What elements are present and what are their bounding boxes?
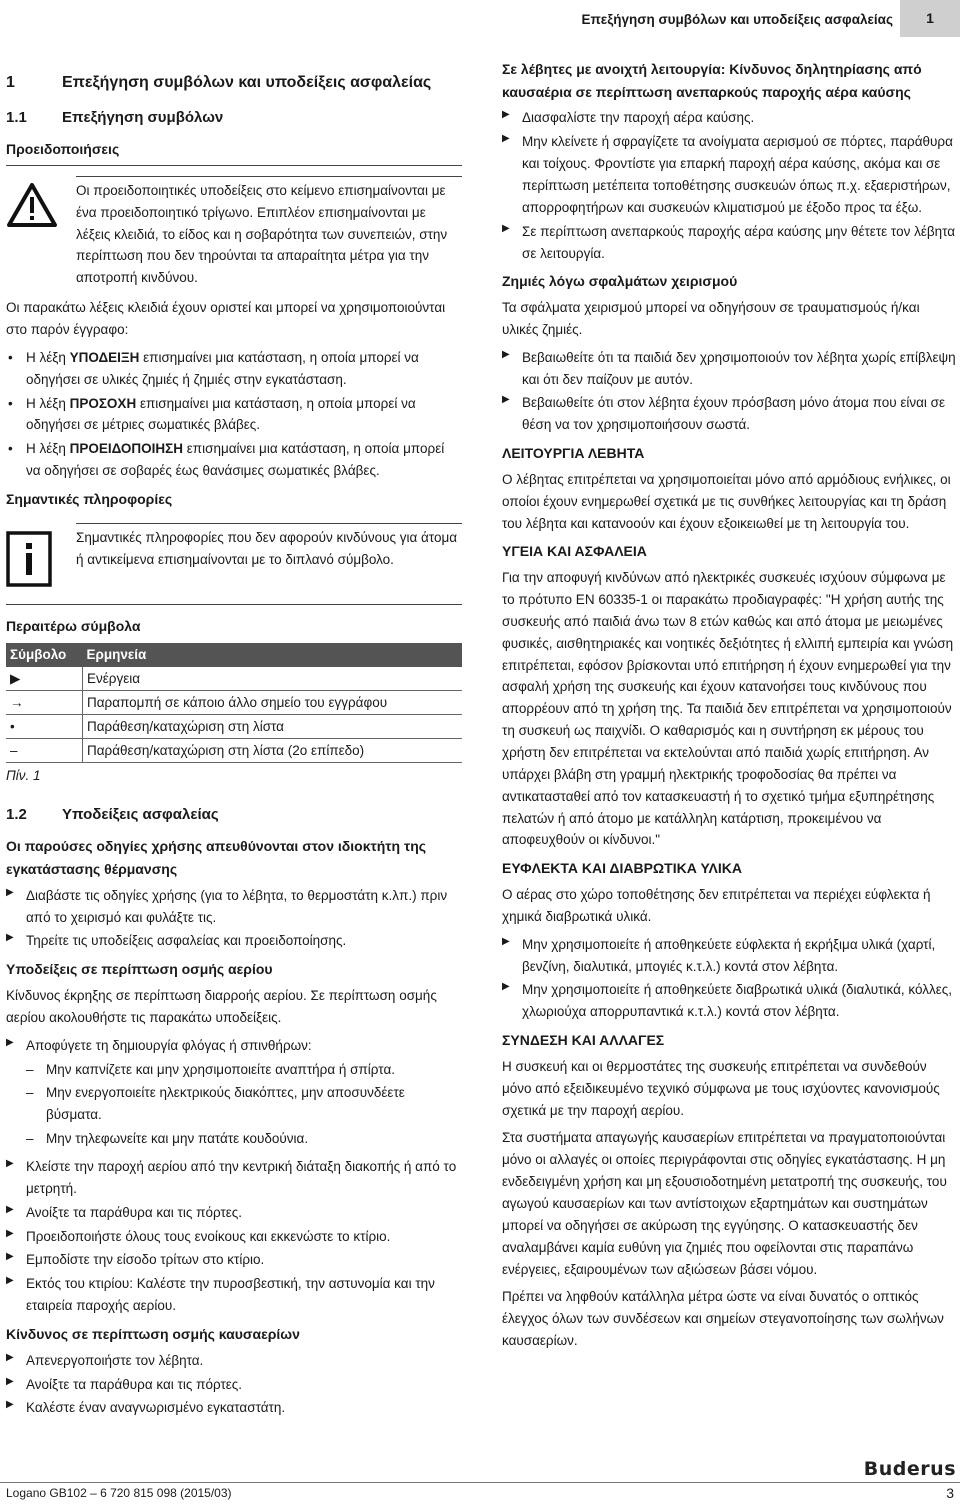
list-item: – Μην καπνίζετε και μην χρησιμοποιείτε αναπτήρα ή σπίρτα. [6,1059,462,1081]
section-1-title: Επεξήγηση συμβόλων και υποδείξεις ασφαλείας [62,74,432,91]
list-item: ▶ Απενεργοποιήστε τον λέβητα. [6,1350,462,1372]
list-item: ▶ Μην χρησιμοποιείτε ή αποθηκεύετε εύφλεκτα ή εκρήξιμα υλικά (χαρτί, βενζίνη, διαλυτικά, μπογιές κ.τ.λ.) κοντά στον λέβητα. [502,934,958,978]
list-item: ▶ Ανοίξτε τα παράθυρα και τις πόρτες. [6,1374,462,1396]
connection-paragraph: Στα συστήματα απαγωγής καυσαερίων επιτρέπεται να πραγματοποιούνται μόνο οι αλλαγές οι οποίες περιγράφονται στις οδηγίες εγκατάστασης. Η μη ενδεδειγμένη χρήση και μη εξουσιοδοτημένη μετατροπή της συσκευής, του αγωγού καυσαερίων και των αντίστοιχων εξαρτημάτων και συστημάτων μπορεί να οδηγήσει σε ακύρωση της εγγύησης. Ο κατασκευαστής δεν αναλαμβάνει καμία ευθύνη για ζημιές που οφείλονται στις παραπάνω ενέργειες, εξαιρουμένων των αξιώσεων βάσει νόμου. [502,1130,947,1277]
page-header [0,0,960,37]
symbols-table [6,643,462,763]
list-item: ▶ Εκτός του κτιρίου: Καλέστε την πυροσβεστική, την αστυνομία και την εταιρεία παροχής αερίου. [6,1273,462,1317]
list-item: ▶ Βεβαιωθείτε ότι στον λέβητα έχουν πρόσβαση μόνο άτομα που είναι σε θέση να τον χρησιμοποιήσουν σωστά. [502,392,958,436]
table-row: → Παραπομπή σε κάποιο άλλο σημείο του εγγράφου [6,691,462,715]
section-1-1-title: Επεξήγηση συμβόλων [62,108,224,126]
info-icon [6,523,76,594]
right-column [502,58,958,1358]
list-item: ▶ Προειδοποιήστε όλους τους ενοίκους και εκκενώστε το κτίριο. [6,1226,462,1248]
table-header-symbol: Σύμβολο [6,643,83,667]
gas-list-first [6,1035,462,1057]
owner-list [6,885,462,953]
connection-heading: ΣΥΝΔΕΣΗ ΚΑΙ ΑΛΛΑΓΕΣ [502,1032,665,1049]
misuse-heading: Ζημιές λόγω σφαλμάτων χειρισμού [502,273,738,290]
health-safety-heading: ΥΓΕΙΑ ΚΑΙ ΑΣΦΑΛΕΙΑ [502,543,647,560]
section-1-2-heading [6,803,462,827]
list-item: ▶ Αποφύγετε τη δημιουργία φλόγας ή σπινθήρων: [6,1035,462,1057]
brand-logo: Buderus [863,1458,956,1481]
info-heading: Σημαντικές πληροφορίες [6,491,173,508]
section-1-number: 1 [6,74,15,91]
section-1-2-title: Υποδείξεις ασφαλείας [62,806,219,824]
misuse-list [502,347,958,436]
list-item: – Μην τηλεφωνείτε και μην πατάτε κουδούνια. [6,1128,462,1150]
gas-heading: Υποδείξεις σε περίπτωση οσμής αερίου [6,961,273,978]
list-item: ▶ Μην χρησιμοποιείτε ή αποθηκεύετε διαβρωτικά υλικά (διαλυτικά, κόλλες, χλωριούχα απορρυπαντικά κ.τ.λ.) κοντά στον λέβητα. [502,979,958,1023]
header-chapter-number: 1 [900,0,960,37]
table-caption: Πίν. 1 [6,768,41,784]
list-item: ▶ Διασφαλίστε την παροχή αέρα καύσης. [502,107,958,129]
list-item: ▶ Καλέστε έναν αναγνωρισμένο εγκαταστάτη. [6,1397,462,1419]
keywords-intro: Οι παρακάτω λέξεις κλειδιά έχουν οριστεί και μπορεί να χρησιμοποιούνται στο παρόν έγγραφο: [6,300,446,338]
keyword-item: • Η λέξη ΠΡΟΣΟΧΗ επισημαίνει μια κατάσταση, η οποία μπορεί να οδηγήσει σε μέτριες σωματικές βλάβες. [6,393,462,437]
warnings-heading: Προειδοποιήσεις [6,141,120,158]
keywords-list [6,347,462,482]
warning-box [6,176,462,289]
gas-intro: Κίνδυνος έκρηξης σε περίπτωση διαρροής αερίου. Σε περίπτωση οσμής αερίου ακολουθήστε τις παρακάτω υποδείξεις. [6,988,437,1025]
open-flue-list [502,107,958,264]
left-column [6,58,462,1425]
flammable-intro: Ο αέρας στο χώρο τοποθέτησης δεν επιτρέπεται να περιέχει εύφλεκτα ή χημικά διαβρωτικά υλικά. [502,886,931,924]
list-item: ▶ Κλείστε την παροχή αερίου από την κεντρική διάταξη διακοπής ή από το μετρητή. [6,1156,462,1200]
flue-list [6,1350,462,1420]
list-item: ▶ Διαβάστε τις οδηγίες χρήσης (για το λέβητα, το θερμοστάτη κ.λπ.) πριν από το χειρισμό και φυλάξτε τις. [6,885,462,929]
divider [6,165,462,166]
section-1-heading [6,70,462,96]
connection-paragraph: Πρέπει να ληφθούν κατάλληλα μέτρα ώστε να είναι δυνατός ο οπτικός έλεγχος όλων των συνδέσεων και σημείων στεγανοποίησης των σωλήνων καυσαερίων. [502,1289,944,1349]
footer-page-number: 3 [946,1485,954,1502]
gas-sublist [6,1059,462,1150]
flammable-list [502,934,958,1023]
connection-paragraph: Η συσκευή και οι θερμοστάτες της συσκευής επιτρέπεται να συνδεθούν μόνο από εξειδικευμένο τεχνικό σύμφωνα με τους ισχύοντες κανονισμούς σχετικά με την παροχή αερίου. [502,1058,940,1118]
table-header-meaning: Ερμηνεία [83,643,463,667]
owner-heading: Οι παρούσες οδηγίες χρήσης απευθύνονται στον ιδιοκτήτη της εγκατάστασης θέρμανσης [6,838,427,878]
list-item: ▶ Σε περίπτωση ανεπαρκούς παροχής αέρα καύσης μην θέτετε τον λέβητα σε λειτουργία. [502,221,958,265]
section-1-1-heading [6,106,462,130]
header-title: Επεξήγηση συμβόλων και υποδείξεις ασφαλείας [581,12,893,27]
section-1-2-number: 1.2 [6,806,27,824]
table-row: • Παράθεση/καταχώριση στη λίστα [6,715,462,739]
table-row: – Παράθεση/καταχώριση στη λίστα (2ο επίπεδο) [6,739,462,763]
flammable-heading: ΕΥΦΛΕΚΤΑ ΚΑΙ ΔΙΑΒΡΩΤΙΚΑ ΥΛΙΚΑ [502,860,742,877]
misuse-intro: Τα σφάλματα χειρισμού μπορεί να οδηγήσουν σε τραυματισμούς ή/και υλικές ζημιές. [502,300,920,337]
footer-document-id: Logano GB102 – 6 720 815 098 (2015/03) [6,1485,232,1500]
more-symbols-heading: Περαιτέρω σύμβολα [6,617,141,634]
open-flue-heading: Σε λέβητες με ανοιχτή λειτουργία: Κίνδυνος δηλητηρίασης από καυσαέρια σε περίπτωση ανεπαρκούς παροχής αέρα καύσης [502,61,922,100]
list-item: – Μην ενεργοποιείτε ηλεκτρικούς διακόπτες, μην αποσυνδέετε βύσματα. [6,1082,462,1126]
warning-box-text: Οι προειδοποιητικές υποδείξεις στο κείμενο επισημαίνονται με ένα προειδοποιητικό τρίγωνο. Επιπλέον επισημαίνονται με λέξεις κλειδιά, το είδος και η σοβαρότητα των συνεπειών, στην περίπτωση που δεν τηρούνται τα απαραίτητα μέτρα για την αποτροπή κινδύνου. [76,176,462,289]
section-1-1-number: 1.1 [6,108,27,126]
health-safety-text: Για την αποφυγή κινδύνων από ηλεκτρικές συσκευές ισχύουν σύμφωνα με το πρότυπο EN 60335-1 οι παρακάτω προδιαγραφές: "Η χρήση αυτής της συσκευής από παιδιά άνω των 8 ετών καθώς και από άτομα με μειωμένες φυσικές, αισθητηριακές και νοητικές δεξιότητες ή ελλιπή εμπειρία και γνώση επιτρέπεται, εφόσον βρίσκονται υπό επιτήρηση ή έχουν ενημερωθεί για την ασφαλή χρήση της συσκευής και έχουν κατανοήσει τους κινδύνους που απορρέουν από τη χρήση της. Τα παιδιά δεν επιτρέπεται να χρησιμοποιούν τη συσκευή ως παιχνίδι. Ο καθαρισμός και η συντήρηση εκ μέρους του χρήστη δεν επιτρέπεται να εκτελούνται από παιδιά χωρίς επιτήρηση. Αν υπάρχει βλάβη στη γραμμή ηλεκτρικής τροφοδοσίας θα πρέπει να αντικατασταθεί από τον κατασκευαστή ή το σχετικό τμήμα εξυπηρέτησης πελατών ή από άτομο με κατάλληλη κατάρτιση, προκειμένου να αποφευχθούν οι κίνδυνοι." [502,570,954,848]
table-row: ▶ Ενέργεια [6,667,462,691]
gas-list [6,1156,462,1317]
list-item: ▶ Βεβαιωθείτε ότι τα παιδιά δεν χρησιμοποιούν τον λέβητα χωρίς επίβλεψη και ότι δεν παίζουν με αυτόν. [502,347,958,391]
operation-heading: ΛΕΙΤΟΥΡΓΙΑ ΛΕΒΗΤΑ [502,445,645,462]
warning-triangle-icon [6,176,76,289]
info-box [6,523,462,594]
divider [6,604,462,605]
table-header-row [6,643,462,667]
list-item: ▶ Μην κλείνετε ή σφραγίζετε τα ανοίγματα αερισμού σε πόρτες, παράθυρα και τοίχους. Φροντίστε για επαρκή παροχή αέρα καύσης, ακόμα και σε περίπτωση μετέπειτα τοποθέτησης συσκευών όπως π.χ. εξαεριστήρων, απορροφητήρων και συσκευών κλιματισμού με έξοδο προς τα έξω. [502,131,958,218]
list-item: ▶ Ανοίξτε τα παράθυρα και τις πόρτες. [6,1202,462,1224]
list-item: ▶ Εμποδίστε την είσοδο τρίτων στο κτίριο. [6,1249,462,1271]
operation-text: Ο λέβητας επιτρέπεται να χρησιμοποιείται μόνο από αρμόδιους ενήλικες, οι οποίοι έχουν ενημερωθεί σχετικά με τις συνθήκες λειτουργίας και τη δράση του λέβητα και κατανοούν και έχουν εξοικειωθεί με τη λειτουργία του. [502,471,951,531]
info-box-text: Σημαντικές πληροφορίες που δεν αφορούν κινδύνους για άτομα ή αντικείμενα επισημαίνονται με το διπλανό σύμβολο. [76,523,462,594]
keyword-item: • Η λέξη ΥΠΟΔΕΙΞΗ επισημαίνει μια κατάσταση, η οποία μπορεί να οδηγήσει σε υλικές ζημιές ή ζημιές στην εγκατάσταση. [6,347,462,391]
keyword-item: • Η λέξη ΠΡΟΕΙΔΟΠΟΙΗΣΗ επισημαίνει μια κατάσταση, η οποία μπορεί να οδηγήσει σε σοβαρές έως θανάσιμες σωματικές βλάβες. [6,438,462,482]
flue-heading: Κίνδυνος σε περίπτωση οσμής καυσαερίων [6,1326,300,1343]
list-item: ▶ Τηρείτε τις υποδείξεις ασφαλείας και προειδοποίησης. [6,930,462,952]
